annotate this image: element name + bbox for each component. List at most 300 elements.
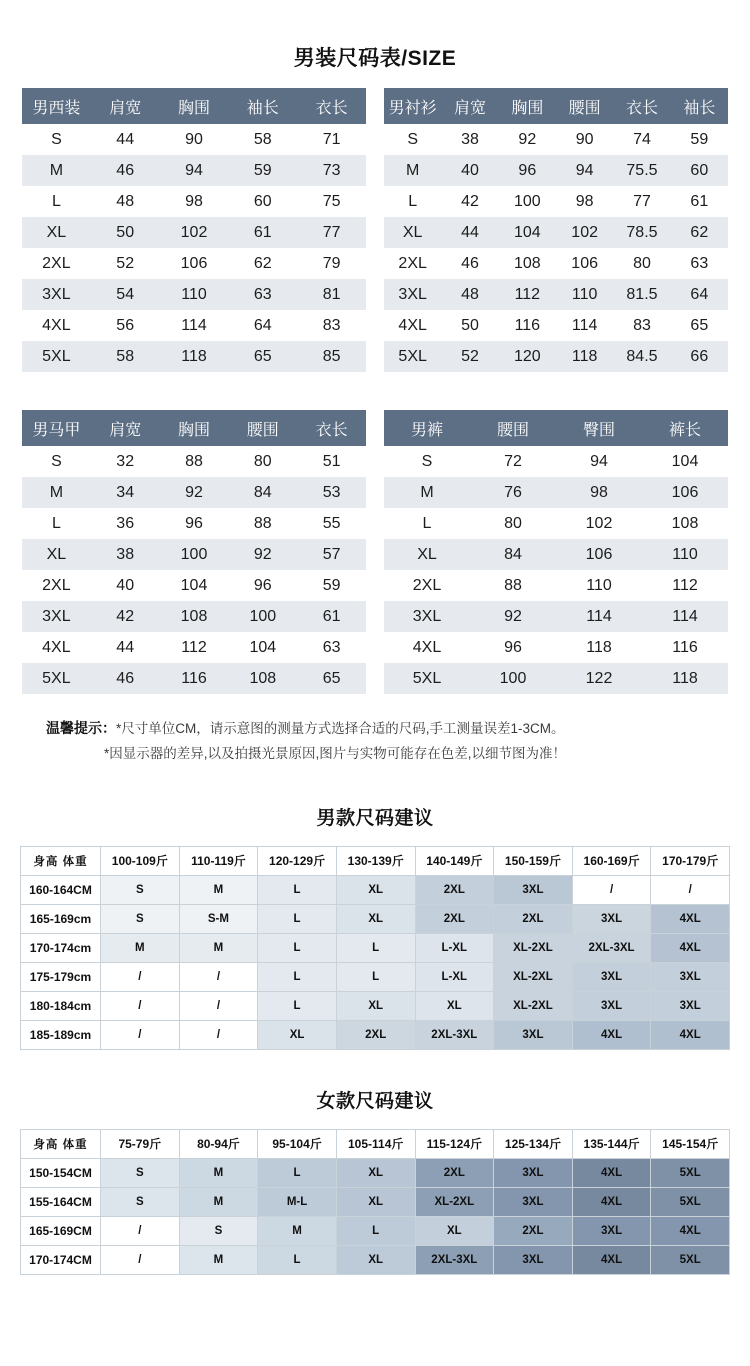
table-row <box>384 279 728 310</box>
rec-size-cell: 3XL <box>494 1245 573 1274</box>
rec-weight-column-header: 120-129斤 <box>258 846 337 875</box>
size-label-cell: S <box>22 446 91 477</box>
measurement-cell: 50 <box>441 310 498 341</box>
rec-size-cell: 4XL <box>572 1158 651 1187</box>
measurement-cell: 59 <box>297 570 366 601</box>
measurement-cell: 88 <box>160 446 229 477</box>
column-header: 腰围 <box>556 88 613 124</box>
size-tables-row-1 <box>0 88 750 372</box>
pants-size-table <box>384 410 728 694</box>
size-label-cell: 2XL <box>384 570 470 601</box>
measurement-cell: 56 <box>91 310 160 341</box>
measurement-cell: 61 <box>671 186 728 217</box>
measurement-cell: 116 <box>642 632 728 663</box>
rec-size-cell: M <box>179 1158 258 1187</box>
column-header-size: 男马甲 <box>22 410 91 446</box>
column-header: 腰围 <box>470 410 556 446</box>
measurement-cell: 104 <box>499 217 556 248</box>
measurement-cell: 116 <box>499 310 556 341</box>
column-header: 衣长 <box>297 410 366 446</box>
measurement-cell: 44 <box>91 124 160 155</box>
page-title: 男装尺码表/SIZE <box>293 47 457 70</box>
men-recommendation-wrap <box>0 846 750 1050</box>
measurement-cell: 110 <box>556 279 613 310</box>
measurement-cell: 74 <box>613 124 670 155</box>
rec-table-row <box>21 1187 730 1216</box>
table-row <box>22 186 366 217</box>
measurement-cell: 80 <box>470 508 556 539</box>
measurement-cell: 58 <box>228 124 297 155</box>
size-label-cell: 3XL <box>384 279 441 310</box>
rec-size-cell: 2XL <box>494 1216 573 1245</box>
measurement-cell: 104 <box>642 446 728 477</box>
table-row <box>22 601 366 632</box>
rec-table-row <box>21 933 730 962</box>
rec-height-label: 150-154CM <box>21 1158 101 1187</box>
column-header: 胸围 <box>160 88 229 124</box>
rec-size-cell: XL <box>415 991 494 1020</box>
rec-table-row <box>21 991 730 1020</box>
measurement-cell: 94 <box>160 155 229 186</box>
men-recommendation-title: 男款尺码建议 <box>316 807 434 829</box>
measurement-cell: 118 <box>556 632 642 663</box>
rec-size-cell: S-M <box>179 904 258 933</box>
measurement-cell: 51 <box>297 446 366 477</box>
measurement-cell: 80 <box>613 248 670 279</box>
measurement-cell: 102 <box>556 508 642 539</box>
rec-size-cell: XL <box>415 1216 494 1245</box>
measurement-cell: 62 <box>228 248 297 279</box>
rec-size-cell: / <box>572 875 651 904</box>
measurement-cell: 75.5 <box>613 155 670 186</box>
rec-size-cell: 2XL-3XL <box>415 1020 494 1049</box>
vest-size-table <box>22 410 366 694</box>
table-row <box>22 124 366 155</box>
measurement-cell: 98 <box>556 186 613 217</box>
women-recommendation-table <box>20 1129 730 1275</box>
column-header: 肩宽 <box>91 88 160 124</box>
measurement-cell: 72 <box>470 446 556 477</box>
size-label-cell: 4XL <box>22 632 91 663</box>
rec-size-cell: 2XL <box>415 875 494 904</box>
measurement-cell: 46 <box>441 248 498 279</box>
column-header-size: 男裤 <box>384 410 470 446</box>
rec-size-cell: XL <box>336 875 415 904</box>
measurement-cell: 59 <box>671 124 728 155</box>
table-row <box>22 570 366 601</box>
rec-height-label: 185-189cm <box>21 1020 101 1049</box>
rec-size-cell: XL-2XL <box>494 962 573 991</box>
measurement-cell: 71 <box>297 124 366 155</box>
rec-weight-column-header: 135-144斤 <box>572 1129 651 1158</box>
rec-weight-column-header: 145-154斤 <box>651 1129 730 1158</box>
rec-table-row <box>21 904 730 933</box>
measurement-cell: 110 <box>160 279 229 310</box>
size-label-cell: 4XL <box>384 632 470 663</box>
measurement-cell: 58 <box>91 341 160 372</box>
measurement-cell: 42 <box>91 601 160 632</box>
measurement-cell: 73 <box>297 155 366 186</box>
measurement-cell: 52 <box>91 248 160 279</box>
table-row <box>384 570 728 601</box>
size-tables-row-2 <box>0 410 750 694</box>
measurement-cell: 66 <box>671 341 728 372</box>
rec-size-cell: XL <box>336 991 415 1020</box>
table-row <box>22 155 366 186</box>
size-label-cell: 2XL <box>22 248 91 279</box>
measurement-cell: 118 <box>160 341 229 372</box>
measurement-cell: 114 <box>160 310 229 341</box>
measurement-cell: 85 <box>297 341 366 372</box>
table-row <box>384 186 728 217</box>
measurement-cell: 64 <box>228 310 297 341</box>
measurement-cell: 100 <box>160 539 229 570</box>
women-recommendation-wrap <box>0 1129 750 1275</box>
rec-header-row <box>21 1129 730 1158</box>
measurement-cell: 120 <box>499 341 556 372</box>
measurement-cell: 79 <box>297 248 366 279</box>
rec-size-cell: L <box>336 1216 415 1245</box>
table-header-row <box>22 410 366 446</box>
measurement-cell: 46 <box>91 663 160 694</box>
rec-size-cell: M <box>179 875 258 904</box>
size-label-cell: XL <box>22 217 91 248</box>
rec-height-label: 165-169cm <box>21 904 101 933</box>
rec-table-row <box>21 962 730 991</box>
measurement-cell: 63 <box>297 632 366 663</box>
measurement-cell: 114 <box>556 310 613 341</box>
rec-size-cell: 4XL <box>651 933 730 962</box>
rec-size-cell: M <box>179 933 258 962</box>
measurement-cell: 77 <box>297 217 366 248</box>
column-header: 裤长 <box>642 410 728 446</box>
table-row <box>22 632 366 663</box>
table-row <box>384 217 728 248</box>
table-row <box>22 341 366 372</box>
table-row <box>384 539 728 570</box>
rec-size-cell: XL-2XL <box>494 933 573 962</box>
rec-size-cell: 2XL-3XL <box>572 933 651 962</box>
rec-corner-header: 身高 体重 <box>21 846 101 875</box>
rec-table-row <box>21 1216 730 1245</box>
rec-height-label: 155-164CM <box>21 1187 101 1216</box>
rec-size-cell: M <box>179 1245 258 1274</box>
size-label-cell: 3XL <box>22 279 91 310</box>
rec-size-cell: / <box>101 1245 180 1274</box>
measurement-cell: 114 <box>642 601 728 632</box>
measurement-cell: 34 <box>91 477 160 508</box>
measurement-cell: 48 <box>91 186 160 217</box>
measurement-cell: 77 <box>613 186 670 217</box>
size-label-cell: XL <box>22 539 91 570</box>
table-header-row <box>384 410 728 446</box>
table-row <box>384 248 728 279</box>
rec-weight-column-header: 150-159斤 <box>494 846 573 875</box>
measurement-cell: 65 <box>297 663 366 694</box>
rec-size-cell: 2XL <box>415 904 494 933</box>
rec-table-row <box>21 1020 730 1049</box>
size-label-cell: M <box>384 477 470 508</box>
size-label-cell: 4XL <box>22 310 91 341</box>
rec-size-cell: L-XL <box>415 962 494 991</box>
rec-size-cell: XL <box>258 1020 337 1049</box>
suit-size-table <box>22 88 366 372</box>
size-label-cell: 5XL <box>384 663 470 694</box>
measurement-cell: 54 <box>91 279 160 310</box>
rec-size-cell: XL <box>336 904 415 933</box>
rec-size-cell: 3XL <box>572 904 651 933</box>
table-row <box>384 341 728 372</box>
rec-size-cell: 3XL <box>494 1158 573 1187</box>
rec-weight-column-header: 170-179斤 <box>651 846 730 875</box>
measurement-cell: 118 <box>556 341 613 372</box>
measurement-cell: 90 <box>160 124 229 155</box>
measurement-cell: 114 <box>556 601 642 632</box>
size-label-cell: L <box>384 186 441 217</box>
measurement-cell: 40 <box>441 155 498 186</box>
rec-size-cell: M-L <box>258 1187 337 1216</box>
measurement-cell: 60 <box>671 155 728 186</box>
column-header: 胸围 <box>160 410 229 446</box>
measurement-cell: 92 <box>160 477 229 508</box>
measurement-cell: 96 <box>470 632 556 663</box>
measurement-cell: 118 <box>642 663 728 694</box>
size-label-cell: 3XL <box>22 601 91 632</box>
size-label-cell: M <box>384 155 441 186</box>
measurement-cell: 80 <box>228 446 297 477</box>
measurement-cell: 36 <box>91 508 160 539</box>
rec-size-cell: M <box>258 1216 337 1245</box>
measurement-cell: 94 <box>556 446 642 477</box>
rec-size-cell: XL <box>336 1245 415 1274</box>
measurement-cell: 50 <box>91 217 160 248</box>
table-row <box>22 248 366 279</box>
size-label-cell: M <box>22 477 91 508</box>
measurement-cell: 98 <box>160 186 229 217</box>
measurement-cell: 108 <box>228 663 297 694</box>
size-label-cell: L <box>22 186 91 217</box>
table-row <box>22 217 366 248</box>
column-header: 肩宽 <box>441 88 498 124</box>
table-header-row <box>384 88 728 124</box>
measurement-cell: 65 <box>228 341 297 372</box>
column-header: 臀围 <box>556 410 642 446</box>
rec-height-label: 180-184cm <box>21 991 101 1020</box>
measurement-cell: 110 <box>556 570 642 601</box>
measurement-cell: 38 <box>91 539 160 570</box>
shirt-size-table <box>384 88 728 372</box>
size-label-cell: 5XL <box>22 663 91 694</box>
rec-size-cell: XL-2XL <box>494 991 573 1020</box>
table-row <box>384 124 728 155</box>
measurement-cell: 94 <box>556 155 613 186</box>
size-label-cell: M <box>22 155 91 186</box>
rec-weight-column-header: 80-94斤 <box>179 1129 258 1158</box>
rec-size-cell: / <box>101 962 180 991</box>
measurement-cell: 96 <box>499 155 556 186</box>
size-label-cell: S <box>384 124 441 155</box>
table-row <box>22 508 366 539</box>
measurement-cell: 65 <box>671 310 728 341</box>
tips-label: 温馨提示： <box>46 720 116 736</box>
measurement-cell: 81 <box>297 279 366 310</box>
measurement-cell: 78.5 <box>613 217 670 248</box>
rec-size-cell: 3XL <box>494 1020 573 1049</box>
measurement-cell: 61 <box>297 601 366 632</box>
column-header-size: 男衬衫 <box>384 88 441 124</box>
tips-line-1: *尺寸单位CM，请示意图的测量方式选择合适的尺码,手工测量误差1-3CM。 <box>116 721 565 736</box>
measurement-cell: 84.5 <box>613 341 670 372</box>
measurement-cell: 84 <box>470 539 556 570</box>
table-row <box>22 279 366 310</box>
rec-size-cell: S <box>179 1216 258 1245</box>
rec-size-cell: 5XL <box>651 1187 730 1216</box>
measurement-cell: 108 <box>160 601 229 632</box>
rec-size-cell: 4XL <box>572 1187 651 1216</box>
column-header: 衣长 <box>613 88 670 124</box>
column-header: 衣长 <box>297 88 366 124</box>
measurement-cell: 76 <box>470 477 556 508</box>
rec-size-cell: 3XL <box>572 962 651 991</box>
measurement-cell: 84 <box>228 477 297 508</box>
rec-size-cell: / <box>101 991 180 1020</box>
rec-table-row <box>21 875 730 904</box>
measurement-cell: 63 <box>671 248 728 279</box>
rec-size-cell: / <box>179 991 258 1020</box>
rec-size-cell: L <box>258 962 337 991</box>
column-header: 袖长 <box>228 88 297 124</box>
measurement-cell: 112 <box>160 632 229 663</box>
rec-size-cell: / <box>101 1216 180 1245</box>
rec-size-cell: 4XL <box>651 904 730 933</box>
rec-size-cell: S <box>101 1187 180 1216</box>
rec-size-cell: 3XL <box>572 1216 651 1245</box>
table-row <box>384 446 728 477</box>
measurement-cell: 59 <box>228 155 297 186</box>
rec-size-cell: L <box>258 875 337 904</box>
measurement-cell: 98 <box>556 477 642 508</box>
measurement-cell: 96 <box>228 570 297 601</box>
measurement-cell: 112 <box>499 279 556 310</box>
measurement-cell: 104 <box>228 632 297 663</box>
men-recommendation-table <box>20 846 730 1050</box>
rec-size-cell: 4XL <box>572 1020 651 1049</box>
measurement-cell: 61 <box>228 217 297 248</box>
rec-size-cell: / <box>179 1020 258 1049</box>
rec-weight-column-header: 115-124斤 <box>415 1129 494 1158</box>
measurement-cell: 112 <box>642 570 728 601</box>
measurement-cell: 116 <box>160 663 229 694</box>
rec-size-cell: L <box>258 933 337 962</box>
table-row <box>384 632 728 663</box>
rec-table-row <box>21 1245 730 1274</box>
measurement-cell: 108 <box>499 248 556 279</box>
warm-tips <box>0 716 750 767</box>
rec-size-cell: 3XL <box>651 962 730 991</box>
measurement-cell: 102 <box>160 217 229 248</box>
measurement-cell: 46 <box>91 155 160 186</box>
rec-size-cell: 4XL <box>572 1245 651 1274</box>
measurement-cell: 100 <box>470 663 556 694</box>
size-label-cell: 2XL <box>384 248 441 279</box>
measurement-cell: 55 <box>297 508 366 539</box>
table-row <box>384 663 728 694</box>
rec-size-cell: L <box>258 904 337 933</box>
rec-size-cell: / <box>101 1020 180 1049</box>
rec-size-cell: XL <box>336 1187 415 1216</box>
rec-size-cell: XL-2XL <box>415 1187 494 1216</box>
measurement-cell: 81.5 <box>613 279 670 310</box>
measurement-cell: 96 <box>160 508 229 539</box>
measurement-cell: 83 <box>297 310 366 341</box>
rec-size-cell: L <box>336 962 415 991</box>
rec-corner-header: 身高 体重 <box>21 1129 101 1158</box>
rec-size-cell: L <box>258 1158 337 1187</box>
rec-weight-column-header: 110-119斤 <box>179 846 258 875</box>
rec-height-label: 170-174CM <box>21 1245 101 1274</box>
table-row <box>22 539 366 570</box>
size-label-cell: 5XL <box>384 341 441 372</box>
column-header: 胸围 <box>499 88 556 124</box>
rec-weight-column-header: 95-104斤 <box>258 1129 337 1158</box>
table-header-row <box>22 88 366 124</box>
rec-size-cell: M <box>101 933 180 962</box>
table-row <box>22 663 366 694</box>
rec-size-cell: 3XL <box>572 991 651 1020</box>
measurement-cell: 106 <box>160 248 229 279</box>
rec-size-cell: 2XL-3XL <box>415 1245 494 1274</box>
measurement-cell: 83 <box>613 310 670 341</box>
measurement-cell: 40 <box>91 570 160 601</box>
rec-size-cell: 3XL <box>494 875 573 904</box>
rec-size-cell: L <box>336 933 415 962</box>
rec-header-row <box>21 846 730 875</box>
rec-height-label: 170-174cm <box>21 933 101 962</box>
column-header: 腰围 <box>228 410 297 446</box>
rec-table-row <box>21 1158 730 1187</box>
measurement-cell: 64 <box>671 279 728 310</box>
table-row <box>22 477 366 508</box>
rec-height-label: 175-179cm <box>21 962 101 991</box>
rec-weight-column-header: 160-169斤 <box>572 846 651 875</box>
rec-size-cell: 5XL <box>651 1245 730 1274</box>
measurement-cell: 88 <box>470 570 556 601</box>
measurement-cell: 122 <box>556 663 642 694</box>
measurement-cell: 44 <box>91 632 160 663</box>
measurement-cell: 88 <box>228 508 297 539</box>
measurement-cell: 92 <box>499 124 556 155</box>
measurement-cell: 38 <box>441 124 498 155</box>
size-label-cell: 2XL <box>22 570 91 601</box>
rec-height-label: 165-169CM <box>21 1216 101 1245</box>
size-label-cell: XL <box>384 539 470 570</box>
rec-size-cell: L-XL <box>415 933 494 962</box>
size-label-cell: 5XL <box>22 341 91 372</box>
rec-size-cell: S <box>101 904 180 933</box>
rec-size-cell: L <box>258 991 337 1020</box>
column-header-size: 男西装 <box>22 88 91 124</box>
rec-size-cell: 3XL <box>651 991 730 1020</box>
rec-weight-column-header: 75-79斤 <box>101 1129 180 1158</box>
measurement-cell: 52 <box>441 341 498 372</box>
rec-size-cell: L <box>258 1245 337 1274</box>
table-row <box>22 446 366 477</box>
size-label-cell: 3XL <box>384 601 470 632</box>
women-recommendation-title: 女款尺码建议 <box>316 1090 434 1112</box>
measurement-cell: 32 <box>91 446 160 477</box>
measurement-cell: 60 <box>228 186 297 217</box>
size-label-cell: S <box>22 124 91 155</box>
